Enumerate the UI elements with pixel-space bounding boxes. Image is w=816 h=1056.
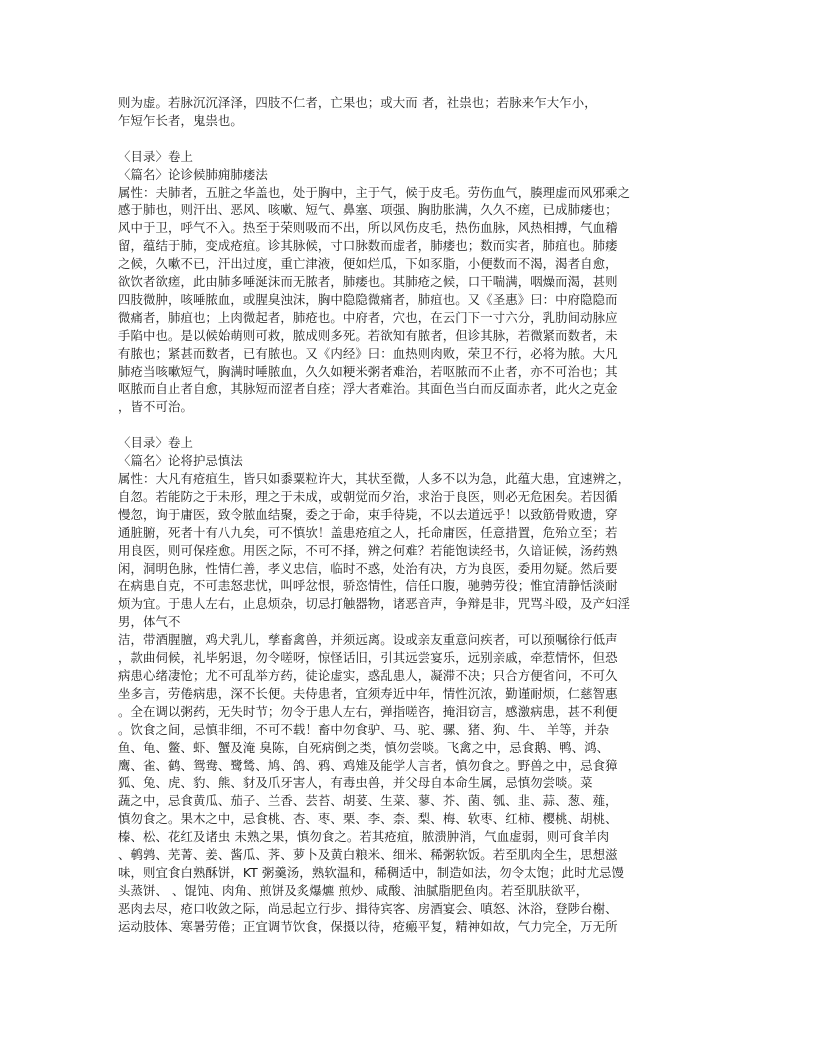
text-line: 。饮食之间，忌慎非细，不可不载！畜中勿食驴、马、驼、骡、猪、狗、牛、 羊等，并杂 [118,721,610,737]
text-line: 慢忽，询于庸医，致令脓血结聚，委之于命，束手待毙，不以去道远乎！以致筋骨败遗，穿 [118,506,618,522]
text-line: 恶肉去尽，疮口收敛之际，尚忌起立行步、揖待宾客、房酒宴会、嗔怒、沐浴，登陟台榭、 [118,900,618,916]
text-line: 运动肢体、寒暑劳倦；正宜调节饮食，保摄以待，疮瘢平复，精神如故，气力完全，万无所 [118,918,618,934]
text-line: 慎勿食之。果木之中，忌食桃、杏、枣、栗、李、柰、梨、梅、软枣、红柿、樱桃、胡桃、 [118,811,618,827]
text-line: 鹰、雀、鹤、鸳鸯、鹭鸶、鸠、鸽、鸦、鸡雉及能学人言者，慎勿食之。野兽之中，忌食獐 [118,757,618,773]
text-line: 则为虚。若脉沉沉泽泽，四肢不仁者，亡果也；或大而 者，社祟也；若脉来乍大乍小， [118,95,597,110]
text-line: 手陷中也。是以候始萌则可救，脓成则多死。若欲知有脓者，但诊其脉，若微紧而数者，未 [118,327,618,343]
text-line: 鱼、龟、鳖、虾、蟹及淹 臭陈，自死病倒之类，慎勿尝啖。飞禽之中，忌食鹅、鸭、鸿、 [118,739,610,755]
text-line: 味，则宜食白熟酥饼，KT 粥羹汤，熟软温和，稀稠适中，制造如法，勿令太饱；此时尤忌馒 [118,864,625,880]
section-lung-abscess [118,148,698,417]
text-line: 。全在调以粥药，无失时节；勿令于患人左右，弹指嗟咨，掩泪窃言，感激病患，甚不利便 [118,703,618,719]
text-line: 榛、松、花红及诸虫 未熟之果，慎勿食之。若其疮疽，脓溃肿消，气血虚弱，则可食羊肉 [118,829,610,845]
text-line: ，款曲伺候，礼毕躬退，勿令嗟呀，惊怪话旧，引其远尝宴乐，远别亲戚，牵惹情怀，但恐 [118,650,618,666]
text-line: 留，蕴结于肺，变成疮疽。诊其脉候，寸口脉数而虚者，肺痿也；数而实者，肺疽也。肺痿 [118,238,618,254]
text-line: 男，体气不 [118,614,181,630]
text-line: 通脏腑，死者十有八九矣，可不慎欤！盖患疮疽之人，托命庸医，任意措置，危殆立至；若 [118,524,618,540]
text-line: 、鹌鹑、芜菁、姜、酱瓜、荠、萝卜及黄白粮米、细米、稀粥软饭。若至肌肉全生，思想滋 [118,847,618,863]
text-line: 属性：夫肺者，五脏之华盖也，处于胸中，主于气，候于皮毛。劳伤血气，腠理虚而风邪乘之 [118,184,631,200]
text-line: 洁，带酒腥膻，鸡犬乳儿，孳畜禽兽，并须远离。设或亲友重意问疾者，可以预嘱徐行低声 [118,632,618,648]
text-line: 坐多言，劳倦病患，深不长便。夫侍患者，宜须寿近中年，情性沉浓，勤谨耐烦，仁慈智惠 [118,685,618,701]
blank-line [118,130,698,148]
text-line: ，皆不可治。 [118,399,193,415]
text-line: 闲，洞明色脉，性情仁善，孝义忠信，临时不惑，处治有决，方为良医，委用勿疑。然后要 [118,560,618,576]
text-line: 微痛者，肺疽也；上肉微起者，肺疮也。中府者，穴也，在云门下一寸六分，乳肋间动脉应 [118,309,618,325]
section-care-precautions [118,434,698,935]
text-line: 头蒸饼、 、馄饨、肉角、煎饼及炙爆爊 煎炒、咸酸、油腻脂肥鱼肉。若至肌肤欲平， [118,882,589,898]
text-line: 在病患自克，不可恚怒悲忧，叫呼忿恨，骄恣情性，信任口腹，驰骋劳役；惟宜清静恬淡耐 [118,578,618,594]
text-line: 自忽。若能防之于未形，理之于未成，或朝觉而夕治，求治于良医，则必无危困矣。若因循 [118,488,618,504]
text-line: 四肢微肿，咳唾脓血，或腥臭浊沫，胸中隐隐微痛者，肺疽也。又《圣惠》曰：中府隐隐而 [118,291,618,307]
text-line: 蔬之中，忌食黄瓜、茄子、兰香、芸苔、胡荽、生菜、蓼、芥、菌、瓠、韭、蒜、葱、薤， [118,793,618,809]
text-line: 乍短乍长者，鬼祟也。 [118,112,243,128]
text-line: 用良医，则可保痊愈。用医之际，不可不择，辨之何难？若能饱读经书，久谙证候，汤药熟 [118,542,618,558]
text-line: 感于肺也，则汗出、恶风、咳嗽、短气、鼻塞、项强、胸肋胀满，久久不瘥，已成肺痿也； [118,202,618,218]
catalog-label: 〈目录〉卷上 [118,435,193,451]
text-line: 有脓也；紧甚而数者，已有脓也。又《内经》曰：血热则肉败，荣卫不行，必将为脓。大凡 [118,345,618,361]
catalog-label: 〈目录〉卷上 [118,148,193,164]
text-line: 肺疮当咳嗽短气，胸满时唾脓血，久久如粳米粥者难治，若呕脓而不止者，亦不可治也；其 [118,363,618,379]
blank-line [118,416,698,434]
text-line: 呕脓而自止者自愈，其脉短而涩者自痊；浮大者难治。其面色当白而反面赤者，此火之克金 [118,381,618,397]
opening-paragraph [118,94,698,130]
chapter-title: 〈篇名〉论诊候肺痈肺痿法 [118,166,268,182]
text-line: 病患心绪凄怆；尤不可乱举方药，徒论虚实，惑乱患人，凝滞不决；只合方便省问，不可久 [118,667,618,683]
chapter-title: 〈篇名〉论将护忌慎法 [118,453,243,469]
text-line: 狐、兔、虎、豹、熊、豺及爪牙害人，有毒虫兽，并父母自本命生属，忌慎勿尝啖。菜 [118,775,593,791]
text-line: 风中于卫，呼气不入。热至于荣则吸而不出，所以风伤皮毛，热伤血脉，风热相搏，气血稽 [118,220,618,236]
text-line: 属性：大凡有疮疽生，皆只如黍粟粒许大，其状至微，人多不以为急，此蕴大患，宜速辨之， [118,471,631,486]
document-page [118,94,698,936]
text-line: 欲饮者欲瘥，此由肺多唾涎沫而无脓者，肺痿也。其肺疮之候，口干喘满，咽燥而渴，甚则 [118,274,618,290]
text-line: 烦为宜。于患人左右，止息烦杂，切忌打触器物，诸恶音声，争辩是非，咒骂斗殴，及产妇淫 [118,596,631,612]
text-line: 之候，久嗽不已，汗出过度，重亡津液，便如烂瓜，下如豕脂，小便数而不渴，渴者自愈， [118,256,618,272]
